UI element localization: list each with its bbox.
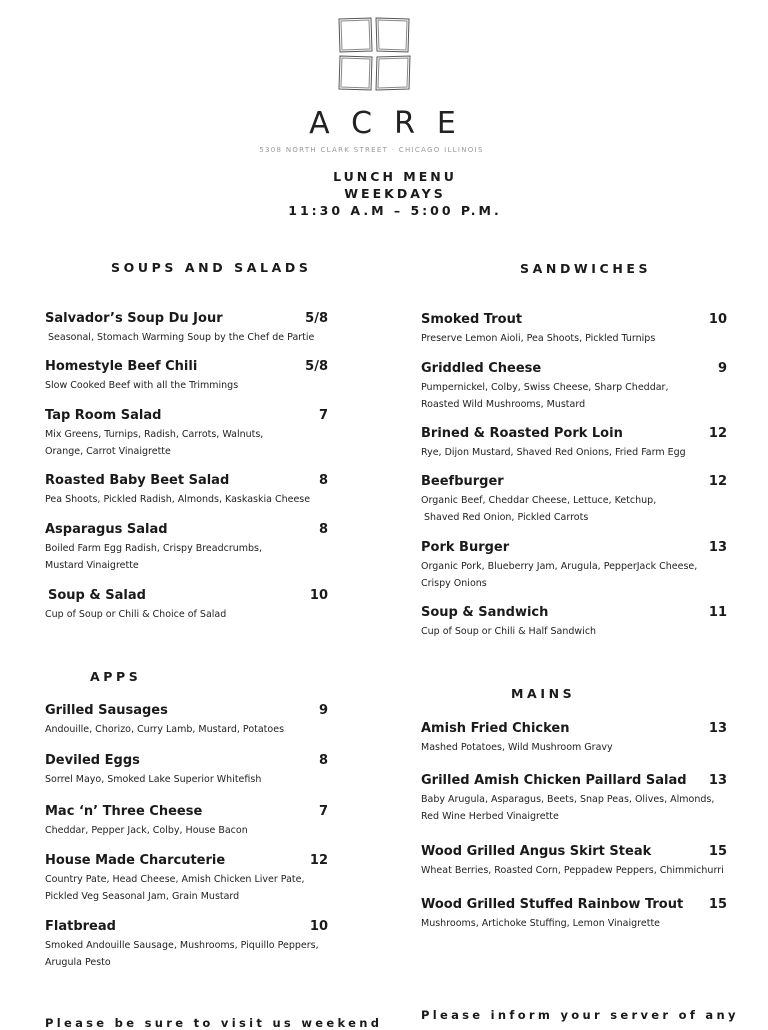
menu-item [45, 311, 328, 346]
menu-item [45, 408, 328, 460]
menu-item-description: Arugula Pesto [45, 957, 111, 968]
menu-item-price: 13 [708, 721, 727, 736]
menu-item-description: Mushrooms, Artichoke Stuffing, Lemon Vinaigrette [421, 918, 661, 929]
menu-item-description: Cup of Soup or Chili & Choice of Salad [45, 609, 227, 620]
menu-item-price: 15 [708, 844, 727, 859]
menu-item [421, 540, 727, 592]
menu-item-description: Rye, Dijon Mustard, Shaved Red Onions, Fried Farm Egg [421, 447, 686, 458]
menu-item-name: Soup & Salad [48, 588, 146, 603]
menu-item-name: Asparagus Salad [45, 522, 168, 537]
menu-days: WEEKDAYS [344, 186, 446, 201]
four-squares-logo-icon [336, 16, 412, 92]
menu-item-description: Boiled Farm Egg Radish, Crispy Breadcrumbs, [45, 543, 263, 554]
menu-item-price: 13 [708, 540, 727, 555]
menu-item-price: 9 [318, 703, 328, 718]
menu-item-description: Sorrel Mayo, Smoked Lake Superior Whitefish [45, 774, 262, 785]
menu-item-description: Smoked Andouille Sausage, Mushrooms, Piquillo Peppers, [45, 940, 319, 951]
menu-item-price: 10 [309, 588, 328, 603]
menu-item-description: Pea Shoots, Pickled Radish, Almonds, Kaskaskia Cheese [45, 494, 311, 505]
menu-item [421, 773, 727, 825]
restaurant-address: 5308 NORTH CLARK STREET · CHICAGO ILLINOIS [259, 146, 484, 154]
menu-item-price: 8 [318, 522, 328, 537]
menu-item [45, 753, 328, 788]
menu-item-description: Mix Greens, Turnips, Radish, Carrots, Walnuts, [45, 429, 264, 440]
menu-item-price: 5/8 [305, 359, 328, 374]
menu-item-name: Wood Grilled Angus Skirt Steak [421, 844, 652, 859]
menu-item-description: Red Wine Herbed Vinaigrette [421, 811, 559, 822]
menu-item-name: Griddled Cheese [421, 361, 542, 376]
menu-item [45, 853, 328, 905]
menu-item [45, 359, 328, 394]
menu-item-price: 10 [309, 919, 328, 934]
menu-item [421, 312, 727, 347]
menu-item-price: 7 [318, 408, 328, 423]
menu-item-description: Mustard Vinaigrette [45, 560, 139, 571]
menu-item-price: 8 [318, 473, 328, 488]
menu-item-description: Andouille, Chorizo, Curry Lamb, Mustard, Potatoes [45, 724, 285, 735]
menu-item-name: Soup & Sandwich [421, 605, 549, 620]
menu-item-name: Grilled Sausages [45, 703, 168, 718]
menu-item [421, 897, 727, 932]
menu-item-price: 10 [708, 312, 727, 327]
menu-item [45, 804, 328, 839]
menu-item-name: Salvador’s Soup Du Jour [45, 311, 223, 326]
menu-item-name: Flatbread [45, 919, 116, 934]
menu-item-description: Slow Cooked Beef with all the Trimmings [45, 380, 239, 391]
menu-item-name: Brined & Roasted Pork Loin [421, 426, 623, 441]
menu-title: LUNCH MENU [333, 169, 457, 184]
menu-item [421, 844, 727, 879]
menu-item-price: 12 [309, 853, 328, 868]
menu-item [421, 361, 727, 413]
section-title-soups-salads: SOUPS AND SALADS [111, 260, 312, 275]
menu-header [0, 168, 768, 219]
menu-item-description: Organic Pork, Blueberry Jam, Arugula, PepperJack Cheese, [421, 561, 698, 572]
menu-item [45, 703, 328, 738]
menu-item-name: Smoked Trout [421, 312, 523, 327]
menu-item [421, 426, 727, 461]
menu-item-price: 7 [318, 804, 328, 819]
menu-item-price: 12 [708, 426, 727, 441]
menu-item-price: 5/8 [305, 311, 328, 326]
menu-item [45, 522, 328, 574]
menu-item-name: Deviled Eggs [45, 753, 140, 768]
menu-item-price: 12 [708, 474, 727, 489]
restaurant-name: ACRE [309, 106, 478, 141]
menu-item-description: Orange, Carrot Vinaigrette [45, 446, 171, 457]
footer-right-note: Please inform your server of any [421, 1008, 739, 1022]
menu-item-name: Homestyle Beef Chili [45, 359, 198, 374]
menu-item-description: Seasonal, Stomach Warming Soup by the Chef de Partie [48, 332, 315, 343]
menu-item-name: Mac ‘n’ Three Cheese [45, 804, 203, 819]
menu-item-description: Baby Arugula, Asparagus, Beets, Snap Peas, Olives, Almonds, [421, 794, 715, 805]
menu-item-price: 13 [708, 773, 727, 788]
menu-item-name: Tap Room Salad [45, 408, 162, 423]
menu-item-description: Wheat Berries, Roasted Corn, Peppadew Peppers, Chimmichurri [421, 865, 724, 876]
section-title-apps: APPS [90, 669, 142, 684]
section-title-mains: MAINS [511, 686, 576, 701]
menu-item-description: Preserve Lemon Aioli, Pea Shoots, Pickled Turnips [421, 333, 656, 344]
menu-item-price: 8 [318, 753, 328, 768]
menu-item-description: Roasted Wild Mushrooms, Mustard [421, 399, 586, 410]
menu-item-price: 9 [717, 361, 727, 376]
menu-item-description: Country Pate, Head Cheese, Amish Chicken Liver Pate, [45, 874, 305, 885]
menu-hours: 11:30 A.M – 5:00 P.M. [288, 203, 502, 218]
menu-item-description: Cup of Soup or Chili & Half Sandwich [421, 626, 597, 637]
menu-item-description: Pickled Veg Seasonal Jam, Grain Mustard [45, 891, 240, 902]
menu-item [421, 474, 727, 526]
section-title-sandwiches: SANDWICHES [520, 261, 652, 276]
footer-left-note: Please be sure to visit us weekend [45, 1016, 383, 1030]
menu-item-description: Pumpernickel, Colby, Swiss Cheese, Sharp Cheddar, [421, 382, 669, 393]
menu-item-description: Organic Beef, Cheddar Cheese, Lettuce, Ketchup, [421, 495, 657, 506]
menu-item-name: Amish Fried Chicken [421, 721, 570, 736]
menu-item-description: Crispy Onions [421, 578, 487, 589]
menu-item-name: Beefburger [421, 474, 504, 489]
menu-item-name: Wood Grilled Stuffed Rainbow Trout [421, 897, 684, 912]
menu-item [421, 605, 727, 640]
menu-item-name: Roasted Baby Beet Salad [45, 473, 230, 488]
menu-item-description: Mashed Potatoes, Wild Mushroom Gravy [421, 742, 613, 753]
menu-item [45, 473, 328, 508]
menu-item [421, 721, 727, 756]
menu-item-price: 15 [708, 897, 727, 912]
menu-item-name: Grilled Amish Chicken Paillard Salad [421, 773, 687, 788]
menu-item-name: House Made Charcuterie [45, 853, 226, 868]
menu-item [45, 919, 328, 971]
menu-item-description: Shaved Red Onion, Pickled Carrots [424, 512, 589, 523]
menu-item-price: 11 [708, 605, 727, 620]
menu-item [45, 588, 328, 623]
menu-item-name: Pork Burger [421, 540, 510, 555]
menu-item-description: Cheddar, Pepper Jack, Colby, House Bacon [45, 825, 248, 836]
